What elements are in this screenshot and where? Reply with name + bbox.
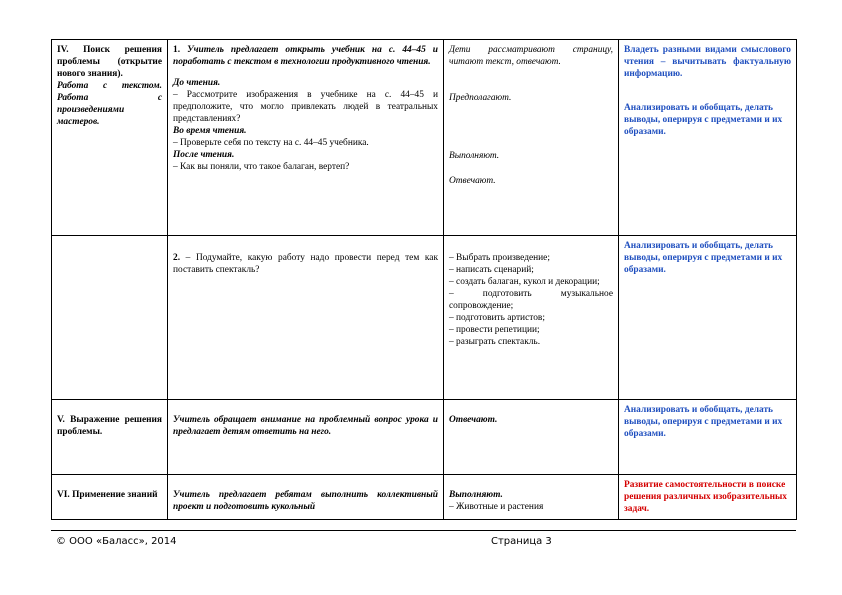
item-number: 1. [173, 45, 181, 55]
teacher-cell [168, 400, 444, 475]
stage-title: IV. Поиск решения проблемы (открытие нового знания). [57, 45, 162, 79]
table-row [52, 475, 797, 520]
teacher-intro: Учитель предлагает открыть учебник на с. 44–45 и поработать с текстом в технологии продуктивного чтения. [173, 45, 439, 67]
table-row [52, 236, 797, 400]
children-activity: Отвечают. [449, 415, 498, 425]
page-footer [51, 530, 796, 547]
uud-cell [619, 400, 797, 475]
children-cell [444, 400, 619, 475]
uud-cell [619, 40, 797, 236]
table-row [52, 400, 797, 475]
children-activity: Выполняют. [449, 151, 500, 161]
stage-note: Работа с текстом. Работа с произведениями мастеров. [57, 81, 162, 127]
teacher-cell [168, 40, 444, 236]
teacher-question: – Подумайте, какую работу надо провести перед тем как поставить спектакль? [173, 253, 439, 275]
uud-cell [619, 475, 797, 520]
lesson-plan-table [51, 39, 797, 520]
list-item: – подготовить музыкальное сопровождение; [449, 289, 613, 311]
during-reading-text: – Проверьте себя по тексту на с. 44–45 учебника. [173, 138, 369, 148]
uud-text: Анализировать и обобщать, делать выводы, оперируя с предметами и их образами. [624, 103, 783, 137]
stage-cell [52, 400, 168, 475]
before-reading-heading: До чтения. [173, 78, 221, 88]
list-item: – написать сценарий; [449, 265, 534, 275]
teacher-cell [168, 475, 444, 520]
children-activity: Дети рассматривают страницу, читают текст, отвечают. [449, 45, 613, 67]
list-item: – Выбрать произведение; [449, 253, 550, 263]
stage-cell [52, 40, 168, 236]
uud-text: Анализировать и обобщать, делать выводы, оперируя с предметами и их образами. [624, 405, 783, 439]
after-reading-heading: После чтения. [173, 150, 235, 160]
uud-cell [619, 236, 797, 400]
children-activity: Выполняют. [449, 490, 503, 500]
table-row [52, 40, 797, 236]
list-item: – провести репетиции; [449, 325, 540, 335]
teacher-text: Учитель предлагает ребятам выполнить коллективный проект и подготовить кукольный [173, 490, 438, 512]
uud-text: Владеть разными видами смыслового чтения – вычитывать фактуальную информацию. [624, 45, 791, 79]
uud-text: Развитие самостоятельности в поиске решения различных изобразительных задач. [624, 480, 787, 514]
teacher-cell [168, 236, 444, 400]
before-reading-text: – Рассмотрите изображения в учебнике на с. 44–45 и предположите, что могло привлекать людей в театральных представлениях? [173, 90, 438, 124]
item-number: 2. [173, 253, 181, 263]
copyright-text: © ООО «Баласс», 2014 [56, 536, 177, 547]
children-activity: Отвечают. [449, 176, 496, 186]
stage-cell [52, 475, 168, 520]
list-item: – подготовить артистов; [449, 313, 545, 323]
stage-cell [52, 236, 168, 400]
stage-title: VI. Применение знаний [57, 490, 158, 500]
teacher-text: Учитель обращает внимание на проблемный вопрос урока и предлагает детям ответить на него. [173, 415, 438, 437]
list-item: – создать балаган, кукол и декорации; [449, 277, 600, 287]
page-number: Страница 3 [491, 536, 552, 547]
children-cell [444, 40, 619, 236]
stage-title: V. Выражение решения проблемы. [57, 415, 162, 437]
after-reading-text: – Как вы поняли, что такое балаган, вертеп? [173, 162, 350, 172]
children-activity: – Животные и растения [449, 502, 544, 512]
list-item: – разыграть спектакль. [449, 337, 541, 347]
children-cell [444, 475, 619, 520]
children-activity: Предполагают. [449, 93, 512, 103]
children-cell [444, 236, 619, 400]
during-reading-heading: Во время чтения. [173, 126, 247, 136]
uud-text: Анализировать и обобщать, делать выводы, оперируя с предметами и их образами. [624, 241, 783, 275]
